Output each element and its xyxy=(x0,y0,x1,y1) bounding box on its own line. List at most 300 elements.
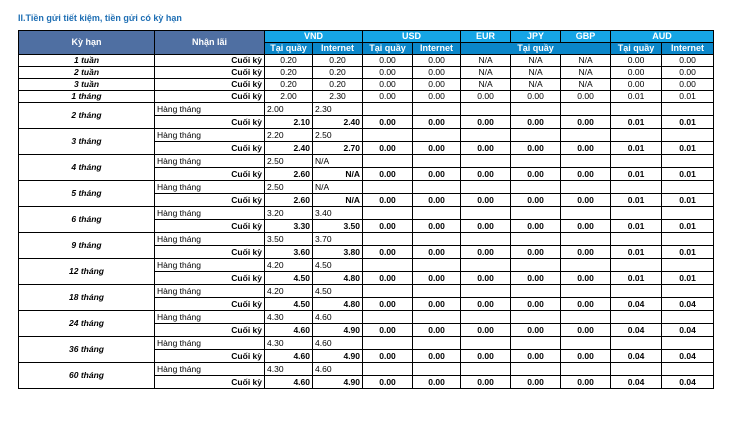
term-header: Kỳ hạn xyxy=(19,31,155,55)
vnd-internet-header: Internet xyxy=(313,43,363,55)
rate-cell-jpy: N/A xyxy=(511,55,561,67)
empty-cell xyxy=(413,103,461,116)
rate-cell-gbp: 0.00 xyxy=(561,168,611,181)
interest-method-cell: Cuối kỳ xyxy=(155,142,265,155)
empty-cell xyxy=(461,311,511,324)
empty-cell xyxy=(461,285,511,298)
rate-cell-usd-counter: 0.00 xyxy=(363,246,413,259)
term-cell: 6 tháng xyxy=(19,207,155,233)
term-cell: 3 tháng xyxy=(19,129,155,155)
empty-cell xyxy=(662,129,714,142)
empty-cell xyxy=(511,155,561,168)
empty-cell xyxy=(461,337,511,350)
rate-cell-monthly-internet: 3.40 xyxy=(313,207,363,220)
rate-cell-vnd-counter: 2.40 xyxy=(265,142,313,155)
empty-cell xyxy=(413,155,461,168)
empty-cell xyxy=(511,233,561,246)
rate-cell-monthly-internet: N/A xyxy=(313,181,363,194)
interest-method-cell: Cuối kỳ xyxy=(155,324,265,337)
table-row xyxy=(19,285,714,298)
rate-cell-jpy: 0.00 xyxy=(511,194,561,207)
rate-cell-aud-internet: 0.01 xyxy=(662,91,714,103)
rate-cell-vnd-counter: 0.20 xyxy=(265,55,313,67)
empty-cell xyxy=(561,155,611,168)
rate-cell-monthly-internet: N/A xyxy=(313,155,363,168)
rate-cell-jpy: 0.00 xyxy=(511,272,561,285)
rate-cell-monthly-counter: 2.00 xyxy=(265,103,313,116)
rate-cell-vnd-counter: 2.10 xyxy=(265,116,313,129)
rate-cell-aud-counter: 0.04 xyxy=(611,298,662,311)
rate-cell-vnd-internet: 2.40 xyxy=(313,116,363,129)
rate-cell-jpy: 0.00 xyxy=(511,350,561,363)
rate-cell-usd-counter: 0.00 xyxy=(363,376,413,389)
table-row xyxy=(19,363,714,376)
term-cell: 36 tháng xyxy=(19,337,155,363)
rate-cell-aud-counter: 0.01 xyxy=(611,91,662,103)
rate-cell-gbp: 0.00 xyxy=(561,246,611,259)
empty-cell xyxy=(611,129,662,142)
empty-cell xyxy=(662,207,714,220)
monthly-label-cell: Hàng tháng xyxy=(155,259,265,272)
table-row xyxy=(19,129,714,142)
empty-cell xyxy=(413,363,461,376)
rate-cell-eur: 0.00 xyxy=(461,350,511,363)
empty-cell xyxy=(561,103,611,116)
rate-cell-aud-internet: 0.00 xyxy=(662,55,714,67)
section-title: II.Tiền gửi tiết kiệm, tiền gửi có kỳ hạn xyxy=(18,13,182,23)
empty-cell xyxy=(561,181,611,194)
eur-jpy-gbp-counter-header: Tại quầy xyxy=(461,43,611,55)
rate-cell-aud-internet: 0.01 xyxy=(662,220,714,233)
rate-cell-eur: 0.00 xyxy=(461,272,511,285)
empty-cell xyxy=(511,363,561,376)
rate-cell-usd-counter: 0.00 xyxy=(363,79,413,91)
rate-cell-usd-internet: 0.00 xyxy=(413,298,461,311)
empty-cell xyxy=(461,155,511,168)
empty-cell xyxy=(611,155,662,168)
rate-cell-vnd-counter: 0.20 xyxy=(265,79,313,91)
empty-cell xyxy=(662,285,714,298)
empty-cell xyxy=(413,129,461,142)
rate-cell-usd-counter: 0.00 xyxy=(363,350,413,363)
rate-cell-gbp: 0.00 xyxy=(561,272,611,285)
currency-header-jpy: JPY xyxy=(511,31,561,43)
rate-cell-usd-counter: 0.00 xyxy=(363,298,413,311)
interest-method-cell: Cuối kỳ xyxy=(155,220,265,233)
table-row xyxy=(19,103,714,116)
interest-method-cell: Cuối kỳ xyxy=(155,91,265,103)
empty-cell xyxy=(662,233,714,246)
empty-cell xyxy=(363,337,413,350)
rate-cell-jpy: 0.00 xyxy=(511,116,561,129)
table-row xyxy=(19,67,714,79)
rate-cell-vnd-internet: N/A xyxy=(313,168,363,181)
rate-cell-aud-internet: 0.04 xyxy=(662,376,714,389)
empty-cell xyxy=(413,337,461,350)
currency-header-vnd: VND xyxy=(265,31,363,43)
rate-cell-aud-counter: 0.00 xyxy=(611,67,662,79)
empty-cell xyxy=(461,259,511,272)
empty-cell xyxy=(662,103,714,116)
rate-cell-vnd-internet: 3.80 xyxy=(313,246,363,259)
empty-cell xyxy=(611,285,662,298)
currency-header-eur: EUR xyxy=(461,31,511,43)
rate-cell-usd-internet: 0.00 xyxy=(413,55,461,67)
term-cell: 12 tháng xyxy=(19,259,155,285)
table-row xyxy=(19,311,714,324)
empty-cell xyxy=(461,207,511,220)
rate-cell-eur: 0.00 xyxy=(461,168,511,181)
rate-cell-jpy: 0.00 xyxy=(511,168,561,181)
table-header xyxy=(19,31,714,55)
aud-counter-header: Tại quầy xyxy=(611,43,662,55)
empty-cell xyxy=(561,259,611,272)
monthly-label-cell: Hàng tháng xyxy=(155,103,265,116)
empty-cell xyxy=(363,311,413,324)
rate-cell-usd-counter: 0.00 xyxy=(363,220,413,233)
empty-cell xyxy=(662,311,714,324)
empty-cell xyxy=(413,285,461,298)
rate-cell-aud-counter: 0.04 xyxy=(611,350,662,363)
empty-cell xyxy=(561,207,611,220)
rate-cell-aud-counter: 0.04 xyxy=(611,376,662,389)
rate-cell-eur: 0.00 xyxy=(461,142,511,155)
empty-cell xyxy=(561,129,611,142)
rate-cell-gbp: N/A xyxy=(561,67,611,79)
rate-cell-vnd-counter: 4.60 xyxy=(265,324,313,337)
rate-cell-aud-counter: 0.01 xyxy=(611,116,662,129)
vnd-counter-header: Tại quầy xyxy=(265,43,313,55)
rate-cell-vnd-internet: 4.80 xyxy=(313,272,363,285)
term-cell: 4 tháng xyxy=(19,155,155,181)
empty-cell xyxy=(561,233,611,246)
interest-rate-table xyxy=(18,30,714,389)
rate-cell-aud-counter: 0.01 xyxy=(611,168,662,181)
rate-cell-aud-internet: 0.00 xyxy=(662,67,714,79)
rate-cell-aud-counter: 0.00 xyxy=(611,79,662,91)
empty-cell xyxy=(511,181,561,194)
monthly-label-cell: Hàng tháng xyxy=(155,337,265,350)
rate-cell-usd-internet: 0.00 xyxy=(413,142,461,155)
empty-cell xyxy=(662,155,714,168)
rate-cell-gbp: 0.00 xyxy=(561,220,611,233)
rate-cell-jpy: 0.00 xyxy=(511,298,561,311)
rate-cell-usd-counter: 0.00 xyxy=(363,324,413,337)
interest-method-cell: Cuối kỳ xyxy=(155,298,265,311)
monthly-label-cell: Hàng tháng xyxy=(155,285,265,298)
rate-cell-jpy: 0.00 xyxy=(511,376,561,389)
rate-cell-monthly-internet: 2.30 xyxy=(313,103,363,116)
term-cell: 3 tuần xyxy=(19,79,155,91)
term-cell: 9 tháng xyxy=(19,233,155,259)
empty-cell xyxy=(662,259,714,272)
empty-cell xyxy=(561,285,611,298)
empty-cell xyxy=(461,129,511,142)
empty-cell xyxy=(461,363,511,376)
rate-cell-jpy: 0.00 xyxy=(511,220,561,233)
rate-cell-vnd-counter: 2.60 xyxy=(265,168,313,181)
empty-cell xyxy=(413,181,461,194)
rate-cell-jpy: 0.00 xyxy=(511,324,561,337)
interest-method-cell: Cuối kỳ xyxy=(155,55,265,67)
term-cell: 1 tuần xyxy=(19,55,155,67)
rate-cell-jpy: 0.00 xyxy=(511,91,561,103)
rate-cell-monthly-counter: 2.20 xyxy=(265,129,313,142)
table-row xyxy=(19,233,714,246)
rate-cell-usd-counter: 0.00 xyxy=(363,67,413,79)
interest-method-cell: Cuối kỳ xyxy=(155,246,265,259)
rate-cell-vnd-counter: 4.50 xyxy=(265,272,313,285)
interest-method-cell: Cuối kỳ xyxy=(155,116,265,129)
empty-cell xyxy=(413,233,461,246)
rate-cell-gbp: 0.00 xyxy=(561,91,611,103)
rate-cell-vnd-counter: 3.60 xyxy=(265,246,313,259)
rate-cell-eur: 0.00 xyxy=(461,376,511,389)
aud-internet-header: Internet xyxy=(662,43,714,55)
rate-cell-aud-counter: 0.01 xyxy=(611,246,662,259)
empty-cell xyxy=(363,181,413,194)
empty-cell xyxy=(363,285,413,298)
table-row xyxy=(19,55,714,67)
rate-cell-gbp: 0.00 xyxy=(561,298,611,311)
empty-cell xyxy=(461,233,511,246)
rate-cell-monthly-counter: 2.50 xyxy=(265,155,313,168)
empty-cell xyxy=(611,259,662,272)
empty-cell xyxy=(363,103,413,116)
empty-cell xyxy=(511,311,561,324)
rate-cell-aud-internet: 0.04 xyxy=(662,298,714,311)
interest-header: Nhận lãi xyxy=(155,31,265,55)
empty-cell xyxy=(363,155,413,168)
empty-cell xyxy=(363,129,413,142)
interest-method-cell: Cuối kỳ xyxy=(155,376,265,389)
rate-cell-eur: 0.00 xyxy=(461,246,511,259)
rate-cell-eur: N/A xyxy=(461,55,511,67)
rate-cell-monthly-internet: 4.50 xyxy=(313,285,363,298)
rate-cell-monthly-internet: 4.60 xyxy=(313,311,363,324)
rate-cell-gbp: 0.00 xyxy=(561,142,611,155)
rate-cell-vnd-internet: 2.70 xyxy=(313,142,363,155)
empty-cell xyxy=(413,311,461,324)
rate-cell-eur: 0.00 xyxy=(461,220,511,233)
rate-cell-usd-counter: 0.00 xyxy=(363,116,413,129)
empty-cell xyxy=(611,181,662,194)
rate-cell-vnd-counter: 2.60 xyxy=(265,194,313,207)
empty-cell xyxy=(461,103,511,116)
rate-cell-aud-internet: 0.01 xyxy=(662,246,714,259)
rate-cell-gbp: N/A xyxy=(561,55,611,67)
monthly-label-cell: Hàng tháng xyxy=(155,233,265,246)
empty-cell xyxy=(511,103,561,116)
rate-cell-aud-counter: 0.01 xyxy=(611,272,662,285)
rate-cell-vnd-internet: 4.80 xyxy=(313,298,363,311)
rate-cell-jpy: N/A xyxy=(511,67,561,79)
empty-cell xyxy=(511,129,561,142)
rate-cell-eur: 0.00 xyxy=(461,194,511,207)
empty-cell xyxy=(511,337,561,350)
empty-cell xyxy=(561,311,611,324)
rate-cell-gbp: N/A xyxy=(561,79,611,91)
rate-cell-eur: 0.00 xyxy=(461,324,511,337)
rate-cell-monthly-counter: 4.20 xyxy=(265,259,313,272)
rate-cell-aud-counter: 0.01 xyxy=(611,220,662,233)
term-cell: 5 tháng xyxy=(19,181,155,207)
monthly-label-cell: Hàng tháng xyxy=(155,311,265,324)
rate-cell-usd-internet: 0.00 xyxy=(413,376,461,389)
rate-cell-aud-internet: 0.01 xyxy=(662,116,714,129)
rate-cell-usd-internet: 0.00 xyxy=(413,116,461,129)
rate-cell-monthly-counter: 4.30 xyxy=(265,311,313,324)
rate-cell-vnd-internet: 0.20 xyxy=(313,79,363,91)
rate-cell-gbp: 0.00 xyxy=(561,350,611,363)
rate-cell-aud-counter: 0.04 xyxy=(611,324,662,337)
monthly-label-cell: Hàng tháng xyxy=(155,181,265,194)
rate-cell-gbp: 0.00 xyxy=(561,376,611,389)
table-row xyxy=(19,259,714,272)
rate-cell-usd-counter: 0.00 xyxy=(363,272,413,285)
rate-cell-usd-internet: 0.00 xyxy=(413,272,461,285)
rate-cell-vnd-counter: 3.30 xyxy=(265,220,313,233)
monthly-label-cell: Hàng tháng xyxy=(155,207,265,220)
interest-method-cell: Cuối kỳ xyxy=(155,67,265,79)
rate-cell-vnd-counter: 0.20 xyxy=(265,67,313,79)
rate-cell-eur: 0.00 xyxy=(461,298,511,311)
table-row xyxy=(19,79,714,91)
rate-cell-eur: N/A xyxy=(461,67,511,79)
rate-cell-usd-counter: 0.00 xyxy=(363,168,413,181)
rate-cell-usd-counter: 0.00 xyxy=(363,194,413,207)
empty-cell xyxy=(511,259,561,272)
term-cell: 60 tháng xyxy=(19,363,155,389)
rate-cell-monthly-counter: 4.30 xyxy=(265,337,313,350)
currency-header-usd: USD xyxy=(363,31,461,43)
currency-header-aud: AUD xyxy=(611,31,714,43)
rate-cell-jpy: N/A xyxy=(511,79,561,91)
rate-cell-monthly-internet: 4.60 xyxy=(313,337,363,350)
empty-cell xyxy=(363,363,413,376)
term-cell: 18 tháng xyxy=(19,285,155,311)
table-row xyxy=(19,155,714,168)
term-cell: 1 tháng xyxy=(19,91,155,103)
usd-internet-header: Internet xyxy=(413,43,461,55)
rate-cell-vnd-internet: 4.90 xyxy=(313,324,363,337)
rate-cell-monthly-counter: 3.20 xyxy=(265,207,313,220)
interest-method-cell: Cuối kỳ xyxy=(155,194,265,207)
table-row xyxy=(19,337,714,350)
rate-cell-aud-counter: 0.01 xyxy=(611,142,662,155)
empty-cell xyxy=(662,181,714,194)
empty-cell xyxy=(511,207,561,220)
rate-cell-usd-counter: 0.00 xyxy=(363,55,413,67)
interest-method-cell: Cuối kỳ xyxy=(155,79,265,91)
empty-cell xyxy=(363,233,413,246)
rate-cell-monthly-counter: 4.30 xyxy=(265,363,313,376)
rate-cell-jpy: 0.00 xyxy=(511,142,561,155)
rate-cell-usd-internet: 0.00 xyxy=(413,67,461,79)
empty-cell xyxy=(611,207,662,220)
rate-cell-monthly-internet: 4.60 xyxy=(313,363,363,376)
term-cell: 24 tháng xyxy=(19,311,155,337)
table-row xyxy=(19,181,714,194)
rate-cell-vnd-counter: 2.00 xyxy=(265,91,313,103)
interest-method-cell: Cuối kỳ xyxy=(155,168,265,181)
rate-cell-monthly-internet: 3.70 xyxy=(313,233,363,246)
monthly-label-cell: Hàng tháng xyxy=(155,155,265,168)
rate-cell-vnd-internet: N/A xyxy=(313,194,363,207)
rate-cell-usd-counter: 0.00 xyxy=(363,91,413,103)
currency-header-gbp: GBP xyxy=(561,31,611,43)
table-row xyxy=(19,207,714,220)
rate-cell-eur: 0.00 xyxy=(461,91,511,103)
rate-cell-aud-counter: 0.01 xyxy=(611,194,662,207)
rate-cell-monthly-internet: 2.50 xyxy=(313,129,363,142)
rate-cell-vnd-internet: 4.90 xyxy=(313,350,363,363)
rate-cell-jpy: 0.00 xyxy=(511,246,561,259)
rate-cell-monthly-counter: 4.20 xyxy=(265,285,313,298)
empty-cell xyxy=(611,233,662,246)
rate-cell-gbp: 0.00 xyxy=(561,194,611,207)
rate-cell-aud-internet: 0.04 xyxy=(662,324,714,337)
rate-cell-eur: 0.00 xyxy=(461,116,511,129)
rate-cell-usd-internet: 0.00 xyxy=(413,350,461,363)
empty-cell xyxy=(363,259,413,272)
rate-cell-aud-internet: 0.01 xyxy=(662,142,714,155)
empty-cell xyxy=(413,207,461,220)
rate-cell-vnd-internet: 4.90 xyxy=(313,376,363,389)
table-row xyxy=(19,91,714,103)
rate-cell-vnd-internet: 0.20 xyxy=(313,55,363,67)
rate-cell-monthly-counter: 3.50 xyxy=(265,233,313,246)
rate-cell-vnd-internet: 0.20 xyxy=(313,67,363,79)
term-cell: 2 tháng xyxy=(19,103,155,129)
empty-cell xyxy=(511,285,561,298)
rate-cell-vnd-counter: 4.50 xyxy=(265,298,313,311)
rate-cell-usd-internet: 0.00 xyxy=(413,246,461,259)
rate-cell-usd-internet: 0.00 xyxy=(413,194,461,207)
interest-method-cell: Cuối kỳ xyxy=(155,350,265,363)
empty-cell xyxy=(561,337,611,350)
rate-cell-eur: N/A xyxy=(461,79,511,91)
rate-cell-usd-internet: 0.00 xyxy=(413,91,461,103)
rate-cell-usd-counter: 0.00 xyxy=(363,142,413,155)
rate-cell-usd-internet: 0.00 xyxy=(413,324,461,337)
empty-cell xyxy=(461,181,511,194)
rate-cell-usd-internet: 0.00 xyxy=(413,168,461,181)
rate-cell-aud-internet: 0.00 xyxy=(662,79,714,91)
rate-cell-aud-internet: 0.01 xyxy=(662,168,714,181)
monthly-label-cell: Hàng tháng xyxy=(155,129,265,142)
empty-cell xyxy=(611,337,662,350)
term-cell: 2 tuần xyxy=(19,67,155,79)
rate-cell-aud-counter: 0.00 xyxy=(611,55,662,67)
rate-cell-vnd-internet: 3.50 xyxy=(313,220,363,233)
rate-cell-aud-internet: 0.01 xyxy=(662,194,714,207)
monthly-label-cell: Hàng tháng xyxy=(155,363,265,376)
rate-cell-gbp: 0.00 xyxy=(561,116,611,129)
empty-cell xyxy=(413,259,461,272)
empty-cell xyxy=(662,363,714,376)
empty-cell xyxy=(611,363,662,376)
rate-cell-vnd-counter: 4.60 xyxy=(265,350,313,363)
usd-counter-header: Tại quầy xyxy=(363,43,413,55)
empty-cell xyxy=(611,103,662,116)
rate-cell-monthly-counter: 2.50 xyxy=(265,181,313,194)
rate-cell-aud-internet: 0.01 xyxy=(662,272,714,285)
empty-cell xyxy=(662,337,714,350)
rate-cell-vnd-internet: 2.30 xyxy=(313,91,363,103)
rate-cell-aud-internet: 0.04 xyxy=(662,350,714,363)
rate-cell-usd-internet: 0.00 xyxy=(413,79,461,91)
